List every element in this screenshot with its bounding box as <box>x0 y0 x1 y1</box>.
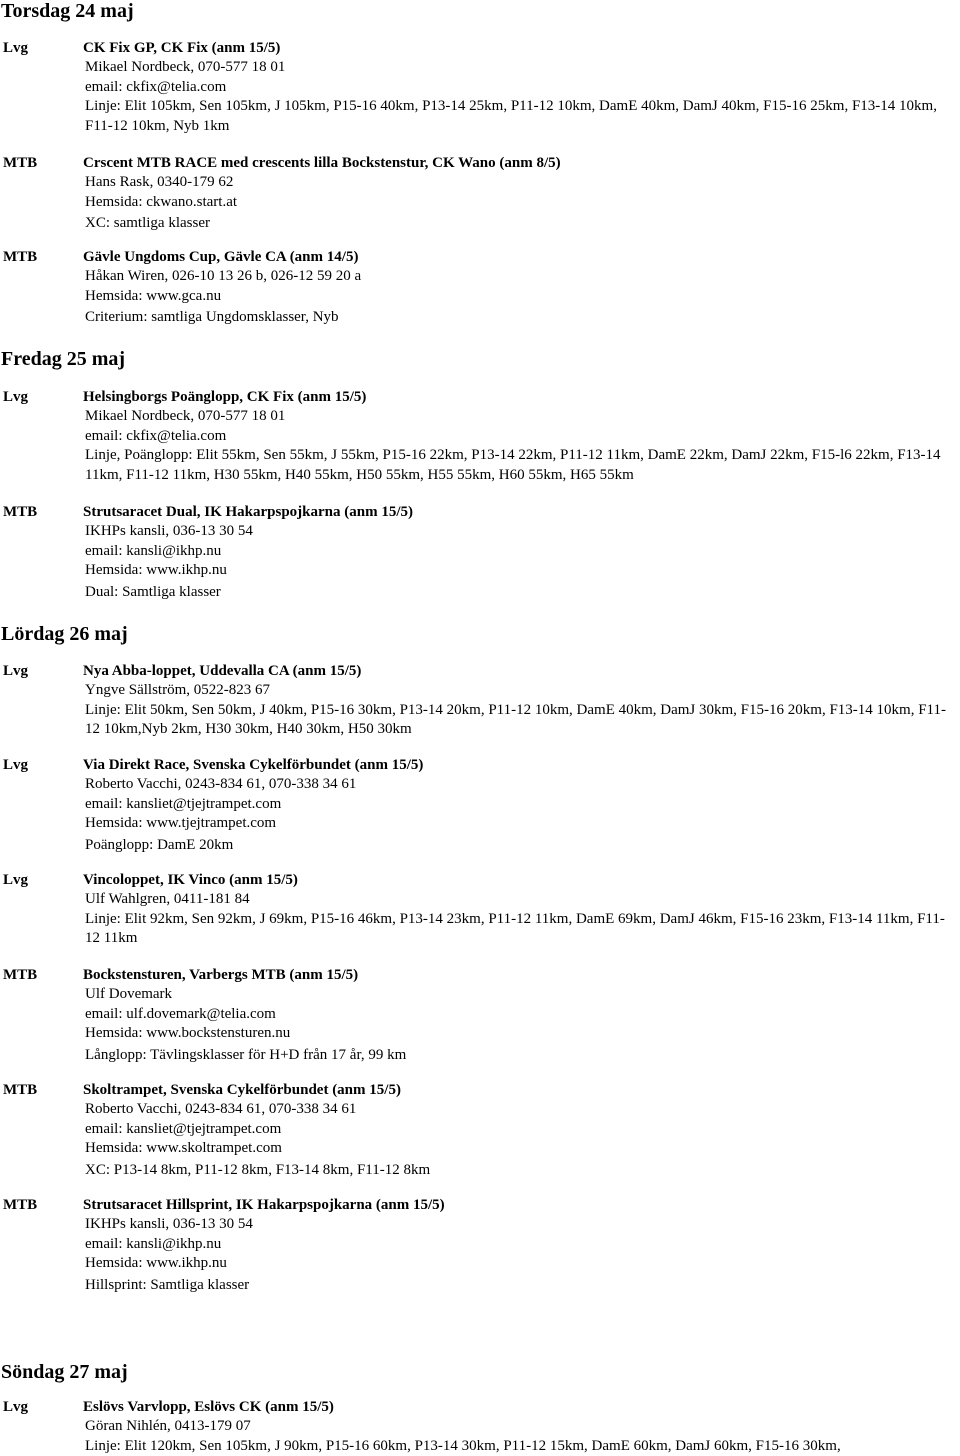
classes-line: Hillsprint: Samtliga klasser <box>85 1276 250 1293</box>
race-details <box>83 1397 953 1456</box>
race-type-label: Lvg <box>3 1399 29 1415</box>
website-line: Hemsida: www.bockstensturen.nu <box>85 1025 291 1041</box>
email-line: email: ulf.dovemark@telia.com <box>85 1005 276 1022</box>
classes-line: Linje, Poänglopp: Elit 55km, Sen 55km, J 55km, P15-16 22km, P13-14 22km, P11-12 11km, DamE 22km, DamJ 22km, F15-l6 22km, F13-14 11km, F11-12 11km, H30 55km, H40 55km, H50 55km, H55 55km, H60 55km, H65 55km <box>85 447 941 483</box>
race-title: Strutsaracet Dual, IK Hakarpspojkarna (anm 15/5) <box>83 504 414 520</box>
classes-line: Poänglopp: DamE 20km <box>85 836 234 853</box>
website-line: Hemsida: www.ikhp.nu <box>85 562 227 578</box>
race-details <box>83 1080 953 1180</box>
race-type-label: Lvg <box>3 872 29 888</box>
website-line: Hemsida: www.skoltrampet.com <box>85 1140 282 1156</box>
website-line: Hemsida: ckwano.start.at <box>85 193 238 210</box>
day-heading-lordag: Lördag 26 maj <box>1 623 128 645</box>
contact-line: IKHPs kansli, 036-13 30 54 <box>85 1216 253 1232</box>
email-line: email: ckfix@telia.com <box>85 78 227 95</box>
race-title: Crscent MTB RACE med crescents lilla Bockstenstur, CK Wano (anm 8/5) <box>83 155 561 171</box>
day-heading-sondag: Söndag 27 maj <box>1 1361 128 1383</box>
race-details <box>83 965 953 1065</box>
race-title: CK Fix GP, CK Fix (anm 15/5) <box>83 40 281 56</box>
race-details <box>83 661 953 740</box>
classes-line: Linje: Elit 50km, Sen 50km, J 40km, P15-16 30km, P13-14 20km, P11-12 10km, DamE 40km, DamJ 30km, F15-16 20km, F13-14 10km, F11-12 10km,Nyb 2km, H30 30km, H40 30km, H50 30km <box>85 701 946 737</box>
classes-line: XC: samtliga klasser <box>85 215 210 231</box>
email-line: email: kansli@ikhp.nu <box>85 1235 222 1252</box>
website-line: Hemsida: www.gca.nu <box>85 287 222 304</box>
race-details <box>83 755 953 855</box>
race-title: Bockstensturen, Varbergs MTB (anm 15/5) <box>83 967 359 983</box>
contact-line: Ulf Wahlgren, 0411-181 84 <box>85 891 250 907</box>
race-type-label: MTB <box>3 155 38 171</box>
race-title: Skoltrampet, Svenska Cykelförbundet (anm 15/5) <box>83 1082 401 1098</box>
contact-line: IKHPs kansli, 036-13 30 54 <box>85 523 253 539</box>
website-line: Hemsida: www.tjejtrampet.com <box>85 815 277 831</box>
contact-line: Hans Rask, 0340-179 62 <box>85 174 234 190</box>
contact-line: Roberto Vacchi, 0243-834 61, 070-338 34 61 <box>85 776 357 792</box>
email-line: email: ckfix@telia.com <box>85 427 227 444</box>
race-details <box>83 153 953 234</box>
race-title: Strutsaracet Hillsprint, IK Hakarpspojkarna (anm 15/5) <box>83 1197 445 1213</box>
race-type-label: Lvg <box>3 389 29 405</box>
contact-line: Mikael Nordbeck, 070-577 18 01 <box>85 408 286 424</box>
classes-line: Linje: Elit 92km, Sen 92km, J 69km, P15-16 46km, P13-14 23km, P11-12 11km, DamE 69km, DamJ 46km, F15-16 23km, F13-14 11km, F11-12 11km <box>85 910 945 946</box>
classes-line: XC: P13-14 8km, P11-12 8km, F13-14 8km, F11-12 8km <box>85 1161 431 1178</box>
classes-line: Linje: Elit 120km, Sen 105km, J 90km, P15-16 60km, P13-14 30km, P11-12 15km, DamE 60km, DamJ 60km, F15-16 30km, <box>85 1437 841 1454</box>
race-type-label: MTB <box>3 1197 38 1213</box>
email-line: email: kansliet@tjejtrampet.com <box>85 795 282 812</box>
race-title: Vincoloppet, IK Vinco (anm 15/5) <box>83 872 298 888</box>
contact-line: Yngve Sällström, 0522-823 67 <box>85 682 270 698</box>
website-line: Hemsida: www.ikhp.nu <box>85 1255 227 1271</box>
race-title: Gävle Ungdoms Cup, Gävle CA (anm 14/5) <box>83 249 359 265</box>
race-type-label: MTB <box>3 504 38 520</box>
race-type-label: Lvg <box>3 757 29 773</box>
race-details <box>83 38 953 136</box>
race-type-label: MTB <box>3 967 38 983</box>
day-heading-fredag: Fredag 25 maj <box>1 348 126 370</box>
contact-line: Roberto Vacchi, 0243-834 61, 070-338 34 61 <box>85 1101 357 1117</box>
race-type-label: Lvg <box>3 663 29 679</box>
race-type-label: MTB <box>3 249 38 265</box>
contact-line: Ulf Dovemark <box>85 986 173 1002</box>
classes-line: Criterium: samtliga Ungdomsklasser, Nyb <box>85 309 339 325</box>
day-heading-torsdag: Torsdag 24 maj <box>1 0 134 22</box>
classes-line: Långlopp: Tävlingsklasser för H+D från 17 år, 99 km <box>85 1046 407 1063</box>
race-type-label: Lvg <box>3 40 29 56</box>
race-details <box>83 502 953 602</box>
race-title: Eslövs Varvlopp, Eslövs CK (anm 15/5) <box>83 1399 334 1415</box>
race-title: Via Direkt Race, Svenska Cykelförbundet (anm 15/5) <box>83 757 424 773</box>
race-details <box>83 387 953 485</box>
contact-line: Göran Nihlén, 0413-179 07 <box>85 1418 251 1434</box>
race-title: Helsingborgs Poänglopp, CK Fix (anm 15/5) <box>83 389 367 405</box>
race-details <box>83 870 953 949</box>
classes-line: Linje: Elit 105km, Sen 105km, J 105km, P15-16 40km, P13-14 25km, P11-12 10km, DamE 40km, DamJ 40km, F15-16 25km, F13-14 10km, F11-12 10km, Nyb 1km <box>85 98 937 134</box>
email-line: email: kansli@ikhp.nu <box>85 542 222 559</box>
race-details <box>83 1195 953 1295</box>
email-line: email: kansliet@tjejtrampet.com <box>85 1120 282 1137</box>
race-title: Nya Abba-loppet, Uddevalla CA (anm 15/5) <box>83 663 362 679</box>
classes-line: Dual: Samtliga klasser <box>85 583 221 600</box>
contact-line: Mikael Nordbeck, 070-577 18 01 <box>85 59 286 75</box>
contact-line: Håkan Wiren, 026-10 13 26 b, 026-12 59 20 a <box>85 268 362 284</box>
race-details <box>83 247 953 328</box>
race-type-label: MTB <box>3 1082 38 1098</box>
